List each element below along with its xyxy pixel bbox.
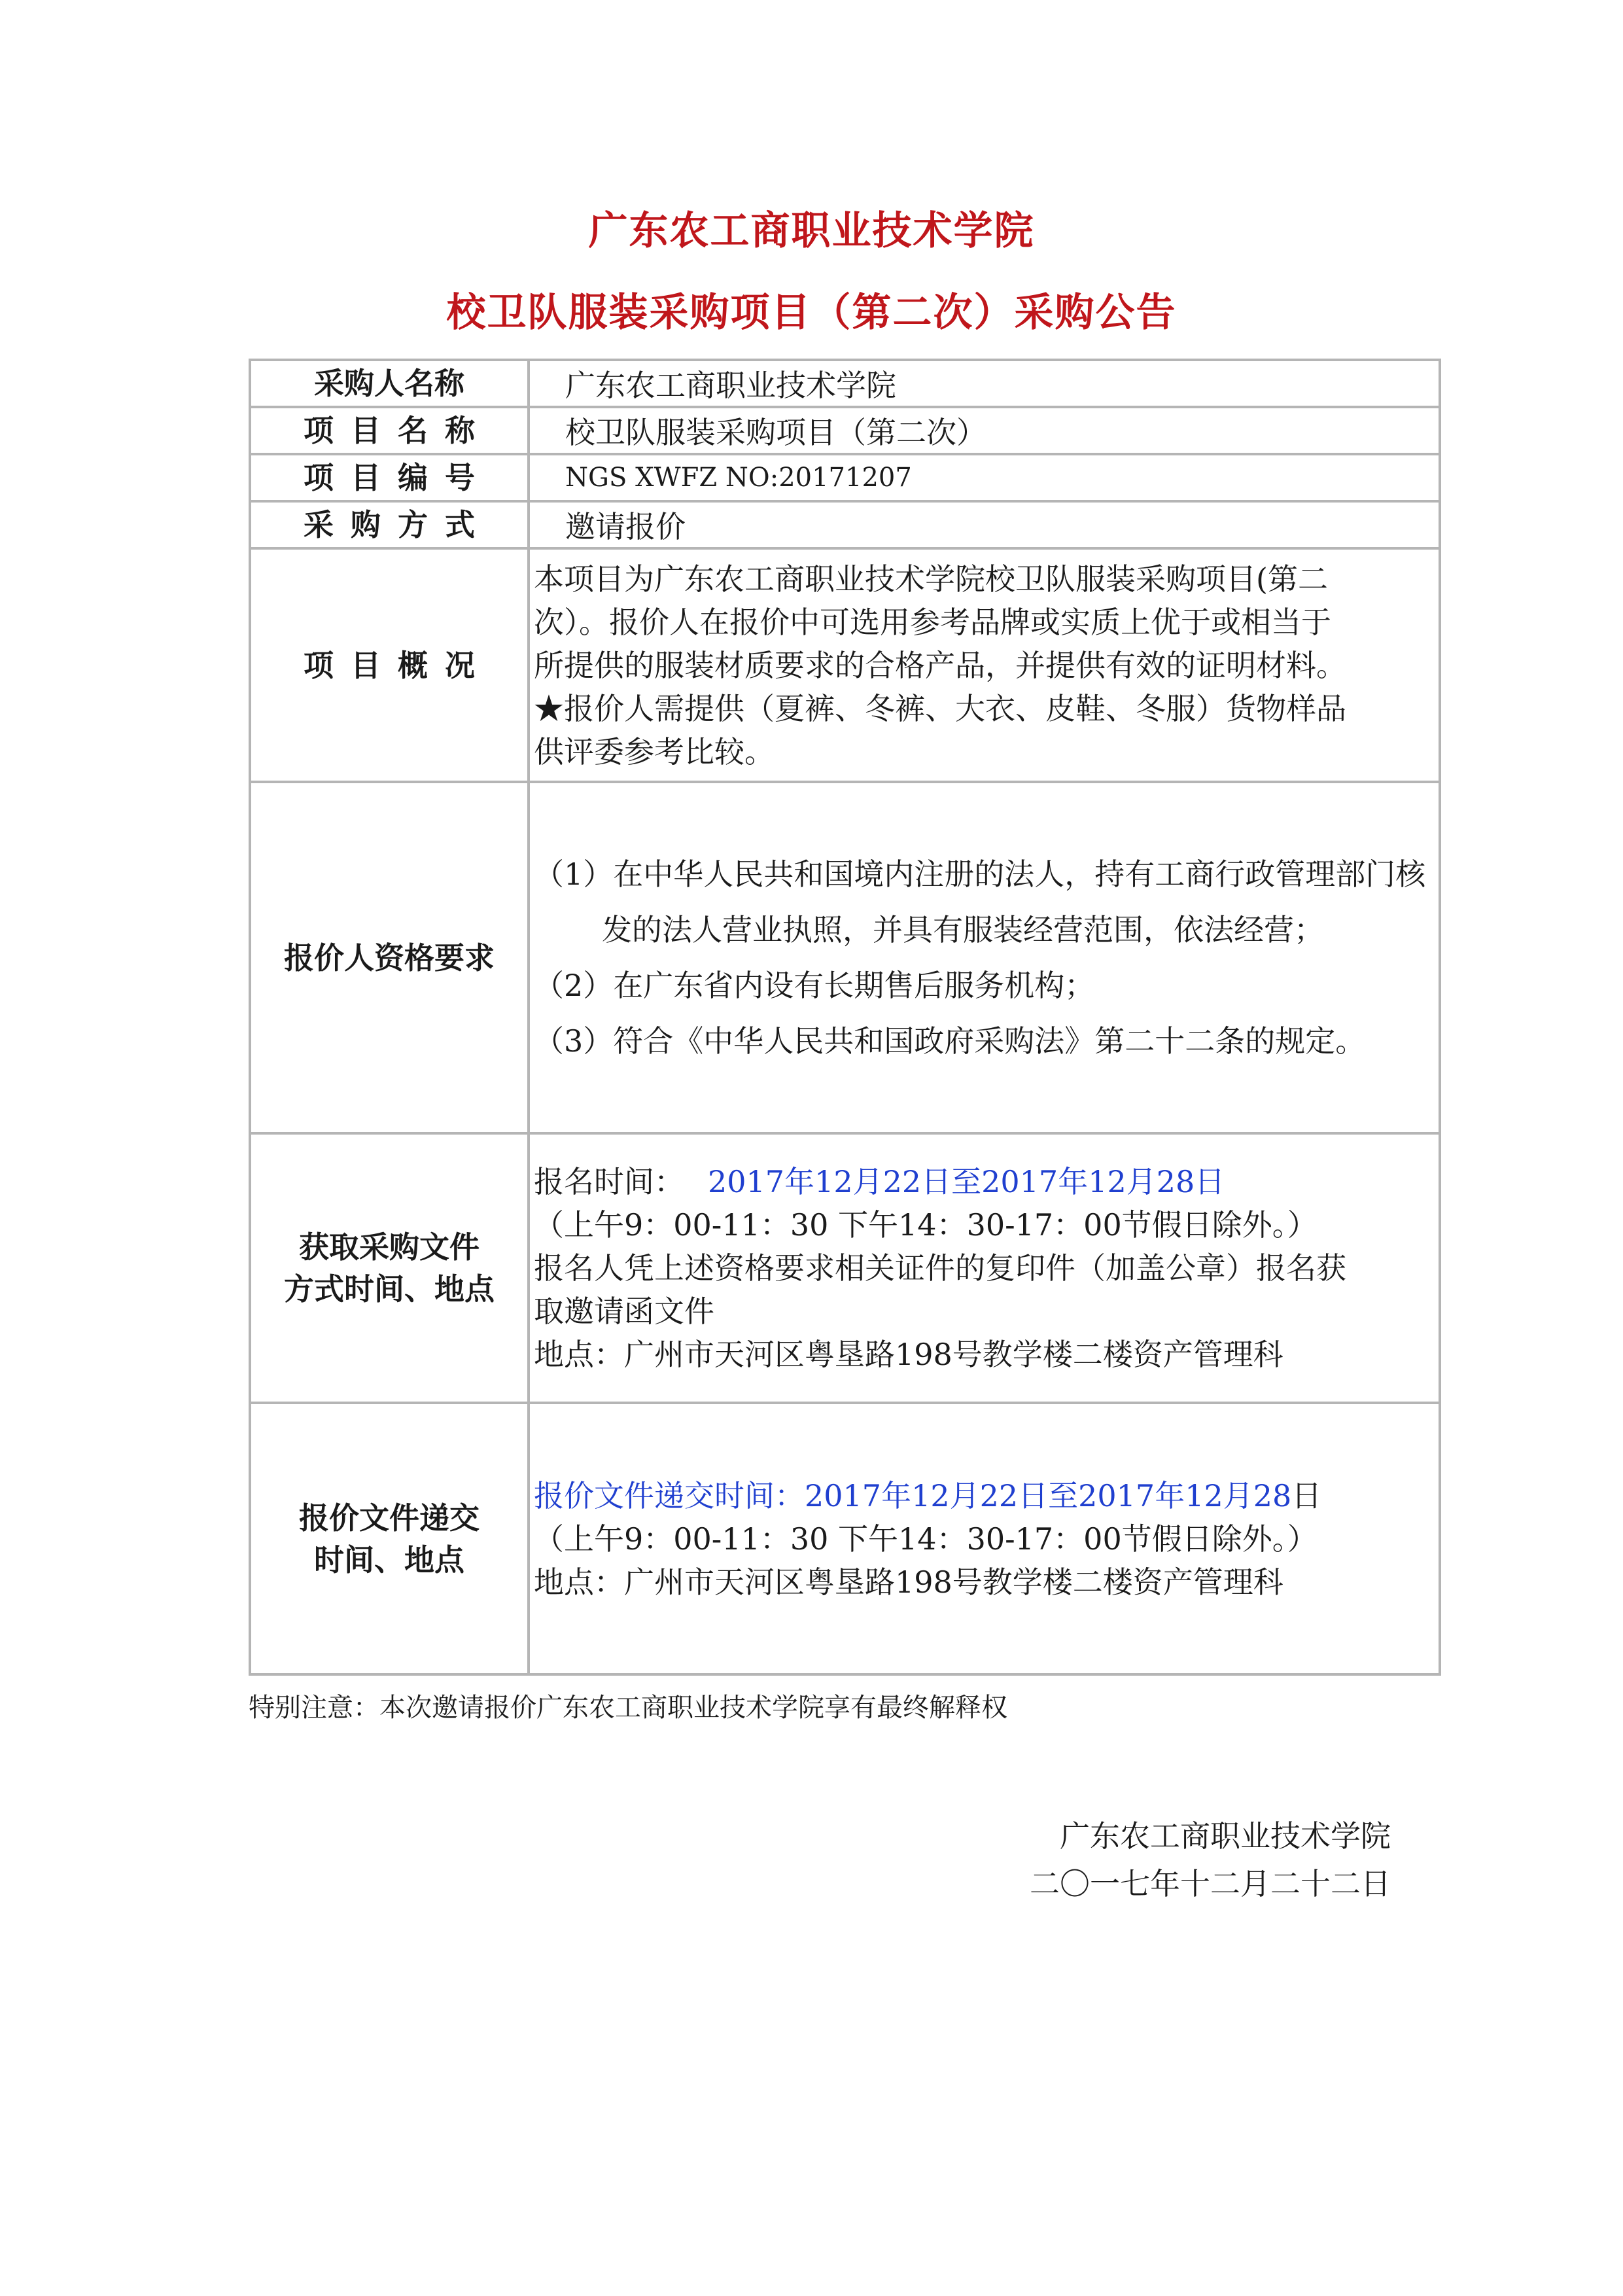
obtain-time-value: 2017年12月22日至2017年12月28日 (708, 1164, 1225, 1199)
row-method (250, 501, 1440, 548)
qualification-label: 报价人资格要求 (250, 782, 529, 1133)
overview-text (529, 548, 1440, 782)
submit-label-line: 报价文件递交 (299, 1500, 480, 1536)
obtain-requirement: 报名人凭上述资格要求相关证件的复印件（加盖公章）报名获 (534, 1250, 1346, 1286)
qualification-item: （1）在中华人民共和国境内注册的法人，持有工商行政管理部门核发的法人营业执照，并具有服装经营范围，依法经营； (534, 856, 1426, 947)
submit-location: 地点：广州市天河区粤垦路198号教学楼二楼资产管理科 (534, 1564, 1283, 1600)
page-title: 广东农工商职业技术学院 (588, 208, 1035, 254)
overview-line: 次）。报价人在报价中可选用参考品牌或实质上优于或相当于 (534, 604, 1331, 640)
row-qualification (250, 782, 1440, 1133)
obtain-label (250, 1133, 529, 1403)
row-project-no (250, 454, 1440, 501)
submit-label (250, 1403, 529, 1674)
project-no-label: 项目编号 (250, 454, 529, 501)
submit-hours: （上午9：00-11：30 下午14：30-17：00节假日除外。） (534, 1521, 1318, 1557)
obtain-requirement: 取邀请函文件 (534, 1294, 714, 1329)
page-subtitle: 校卫队服装采购项目（第二次）采购公告 (446, 290, 1177, 336)
row-project-name (250, 407, 1440, 454)
signature-date: 二〇一七年十二月二十二日 (1030, 1866, 1391, 1901)
signature-org: 广东农工商职业技术学院 (1060, 1818, 1391, 1854)
special-note: 特别注意：本次邀请报价广东农工商职业技术学院享有最终解释权 (249, 1693, 1007, 1723)
purchaser-label: 采购人名称 (250, 360, 529, 407)
obtain-time-prefix: 报名时间： (534, 1164, 684, 1199)
overview-line: ★报价人需提供（夏裤、冬裤、大衣、皮鞋、冬服）货物样品 (534, 690, 1346, 726)
overview-line: 所提供的服装材质要求的合格产品，并提供有效的证明材料。 (534, 647, 1346, 683)
obtain-location: 地点：广州市天河区粤垦路198号教学楼二楼资产管理科 (534, 1337, 1283, 1372)
row-obtain (250, 1133, 1440, 1403)
submit-text (529, 1403, 1440, 1674)
obtain-label-line: 方式时间、地点 (284, 1271, 495, 1307)
announcement-table (249, 359, 1441, 1676)
project-no-value: NGS XWFZ NO:20171207 (529, 454, 1440, 501)
project-name-label: 项目名称 (250, 407, 529, 454)
row-overview (250, 548, 1440, 782)
method-label: 采购方式 (250, 501, 529, 548)
submit-time-end: 日 (1291, 1477, 1322, 1513)
obtain-label-line: 获取采购文件 (299, 1229, 480, 1265)
row-submit (250, 1403, 1440, 1674)
qualification-list (529, 782, 1440, 1133)
submit-time-value: 报价文件递交时间：2017年12月22日至2017年12月28 (534, 1477, 1292, 1513)
qualification-item: （3）符合《中华人民共和国政府采购法》第二十二条的规定。 (534, 1023, 1366, 1059)
obtain-hours: （上午9：00-11：30 下午14：30-17：00节假日除外。） (534, 1207, 1318, 1243)
submit-label-line: 时间、地点 (314, 1542, 464, 1578)
project-name-value: 校卫队服装采购项目（第二次） (529, 407, 1440, 454)
overview-line: 供评委参考比较。 (534, 733, 775, 769)
qualification-item: （2）在广东省内设有长期售后服务机构； (534, 967, 1095, 1003)
overview-line: 本项目为广东农工商职业技术学院校卫队服装采购项目(第二 (534, 561, 1328, 597)
submit-time (534, 1474, 1435, 1517)
row-purchaser (250, 360, 1440, 407)
method-value: 邀请报价 (529, 501, 1440, 548)
purchaser-value: 广东农工商职业技术学院 (529, 360, 1440, 407)
obtain-time (534, 1160, 1435, 1203)
overview-label: 项目概况 (250, 548, 529, 782)
obtain-text (529, 1133, 1440, 1403)
